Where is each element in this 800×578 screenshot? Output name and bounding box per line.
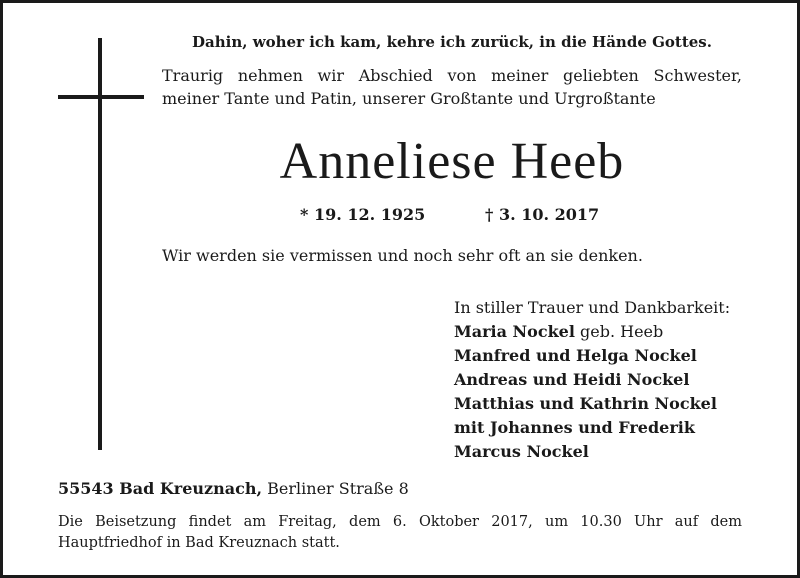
mourner-first xyxy=(454,320,774,344)
death-date: † 3. 10. 2017 xyxy=(485,205,600,224)
intro-text xyxy=(162,64,742,110)
mourners-lead: In stiller Trauer und Dankbarkeit: xyxy=(454,298,731,317)
address xyxy=(58,479,409,498)
remembrance-text: Wir werden sie vermissen und noch sehr oft an sie denken. xyxy=(162,246,643,265)
mourner-first-name: Maria Nockel xyxy=(454,322,575,341)
cross-icon-vertical xyxy=(98,38,102,450)
deceased-name: Anneliese Heeb xyxy=(279,133,625,190)
funeral-line-1: Die Beisetzung findet am Freitag, dem 6. Oktober 2017, um 10.30 Uhr auf dem xyxy=(58,514,742,530)
address-street: Berliner Straße 8 xyxy=(262,479,409,498)
funeral-line-2: Hauptfriedhof in Bad Kreuznach statt. xyxy=(58,535,340,551)
mourner-name: Manfred und Helga Nockel xyxy=(454,346,697,365)
mourners-block xyxy=(454,296,774,464)
mourner-name: Andreas und Heidi Nockel xyxy=(454,370,690,389)
mourner-name: mit Johannes und Frederik xyxy=(454,418,695,437)
funeral-notice xyxy=(58,512,742,554)
intro-line-2: meiner Tante und Patin, unserer Großtante und Urgroßtante xyxy=(162,89,656,108)
mourner-first-suffix: geb. Heeb xyxy=(574,322,664,341)
birth-date: * 19. 12. 1925 xyxy=(300,205,426,224)
mourner-name: Marcus Nockel xyxy=(454,442,589,461)
address-city: 55543 Bad Kreuznach, xyxy=(58,479,263,498)
motto: Dahin, woher ich kam, kehre ich zurück, in die Hände Gottes. xyxy=(192,33,712,51)
cross-icon-horizontal xyxy=(58,95,144,99)
intro-line-1: Traurig nehmen wir Abschied von meiner geliebten Schwester, xyxy=(162,66,742,85)
mourner-name: Matthias und Kathrin Nockel xyxy=(454,394,717,413)
